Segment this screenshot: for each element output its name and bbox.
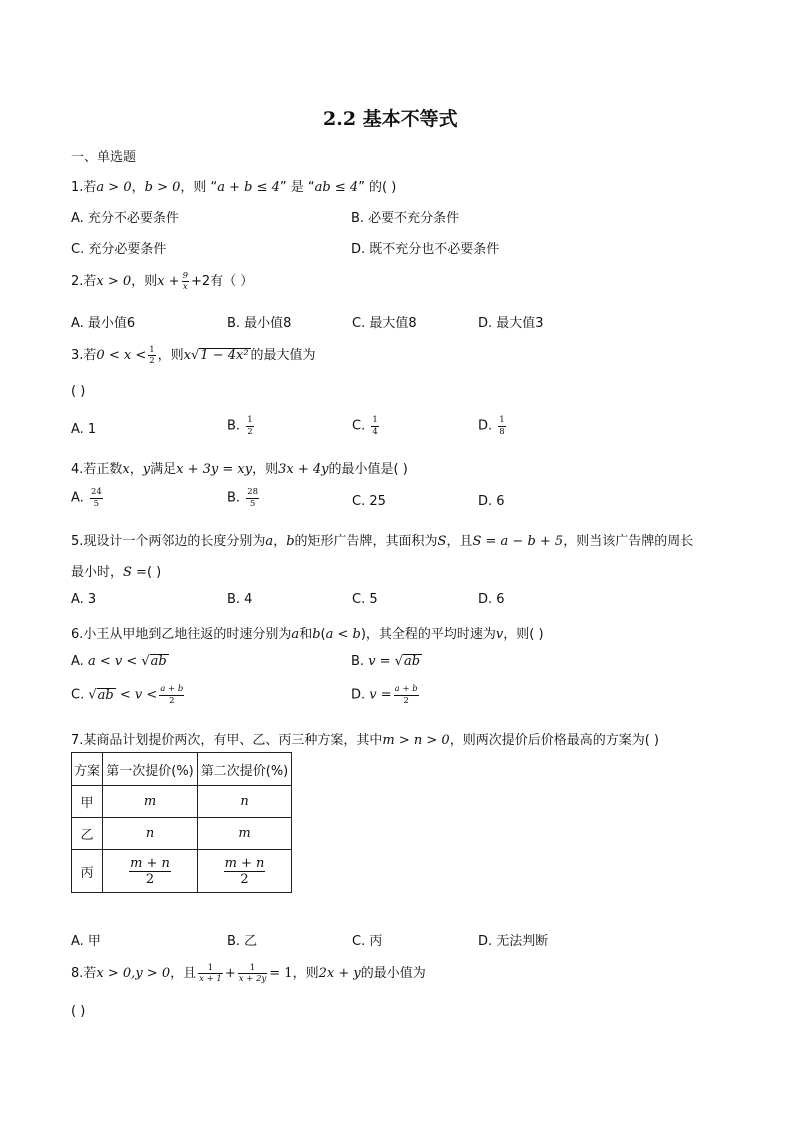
q1-option-b[interactable]: B. 必要不充分条件 xyxy=(351,211,460,226)
q3-option-d[interactable]: D. $\frac{1}{8}$ xyxy=(478,415,505,437)
table-cell: m xyxy=(198,818,292,850)
table-header-cell: 第二次提价(%) xyxy=(198,753,292,786)
q2-option-d[interactable]: D. 最大值3 xyxy=(478,316,544,331)
q7-option-c[interactable]: C. 丙 xyxy=(352,934,383,949)
q4-option-d[interactable]: D. 6 xyxy=(478,494,505,509)
q1-option-d[interactable]: D. 既不充分也不必要条件 xyxy=(351,242,500,257)
section-heading: 一、单选题 xyxy=(71,150,137,165)
q5-option-a[interactable]: A. 3 xyxy=(71,592,97,607)
table-header-cell: 第一次提价(%) xyxy=(103,753,198,786)
q5-option-b[interactable]: B. 4 xyxy=(227,592,253,607)
table-cell: m xyxy=(103,786,198,818)
question-1-stem: 1.若a > 0，b > 0，则 “a + b ≤ 4” 是 “ab ≤ 4” 的( ) xyxy=(71,180,397,195)
question-5-stem-line2: 最小时，S =( ) xyxy=(71,565,162,580)
q5-option-c[interactable]: C. 5 xyxy=(352,592,378,607)
table-header-cell: 方案 xyxy=(72,753,103,786)
q7-option-a[interactable]: A. 甲 xyxy=(71,934,101,949)
q2-option-a[interactable]: A. 最小值6 xyxy=(71,316,136,331)
table-cell-plan: 甲 xyxy=(72,786,103,818)
question-5-stem-line1: 5.现设计一个两邻边的长度分别为a，b的矩形广告牌，其面积为S，且S = a − b + 5，则当该广告牌的周长 xyxy=(71,534,694,549)
table-cell: n xyxy=(103,818,198,850)
q7-option-d[interactable]: D. 无法判断 xyxy=(478,934,549,949)
table-cell-plan: 丙 xyxy=(72,850,103,893)
q7-option-b[interactable]: B. 乙 xyxy=(227,934,258,949)
table-row xyxy=(72,818,292,850)
table-row xyxy=(72,850,292,893)
table-row xyxy=(72,786,292,818)
table-cell-plan: 乙 xyxy=(72,818,103,850)
q6-option-a[interactable]: A. a < v < √ab xyxy=(71,654,167,669)
q4-option-a[interactable]: A. $\frac{24}{5}$ xyxy=(71,487,102,509)
q4-option-c[interactable]: C. 25 xyxy=(352,494,386,509)
q1-option-a[interactable]: A. 充分不必要条件 xyxy=(71,211,179,226)
table-cell: n xyxy=(198,786,292,818)
question-6-stem: 6.小王从甲地到乙地往返的时速分别为a和b(a < b)，其全程的平均时速为v，则( ) xyxy=(71,627,544,642)
table-cell: $\frac{m + n}{2}$ xyxy=(103,850,198,893)
q8-paren: ( ) xyxy=(71,1004,86,1019)
q3-option-c[interactable]: C. $\frac{1}{4}$ xyxy=(352,415,378,437)
question-2-stem: 2.若x > 0，则x + $\frac{9}{x}$ +2有（ ） xyxy=(71,270,254,292)
page-title: 2.2 基本不等式 xyxy=(323,108,458,130)
radical: 1 − 4x² xyxy=(200,348,249,363)
question-8-stem: 8.若x > 0,y > 0，且 $\frac{1}{x + 1}$ + $\frac{1}{x + 2y}$ = 1，则2x + y的最小值为 xyxy=(71,962,426,984)
q2-option-c[interactable]: C. 最大值8 xyxy=(352,316,417,331)
q3-option-a[interactable]: A. 1 xyxy=(71,422,97,437)
question-4-stem: 4.若正数x，y满足x + 3y = xy，则3x + 4y的最小值是( ) xyxy=(71,462,408,477)
fraction: $\frac{9}{x}$ xyxy=(182,270,188,292)
q6-option-d[interactable]: D. v = $\frac{a + b}{2}$ xyxy=(351,684,418,706)
q3-option-b[interactable]: B. $\frac{1}{2}$ xyxy=(227,415,253,437)
q4-option-b[interactable]: B. $\frac{28}{5}$ xyxy=(227,487,259,509)
question-3-stem: 3.若0 < x < $\frac{1}{2}$ ，则x√1 − 4x² 的最大值为 xyxy=(71,344,316,366)
q3-paren: ( ) xyxy=(71,384,86,399)
table-header-row xyxy=(72,753,292,786)
q6-option-c[interactable]: C. √ab < v < $\frac{a + b}{2}$ xyxy=(71,684,184,706)
table-cell: $\frac{m + n}{2}$ xyxy=(198,850,292,893)
q2-option-b[interactable]: B. 最小值8 xyxy=(227,316,292,331)
q5-option-d[interactable]: D. 6 xyxy=(478,592,505,607)
question-7-stem: 7.某商品计划提价两次，有甲、乙、丙三种方案，其中m > n > 0，则两次提价后价格最高的方案为( ) xyxy=(71,733,659,748)
q6-option-b[interactable]: B. v = √ab xyxy=(351,654,421,669)
q1-option-c[interactable]: C. 充分必要条件 xyxy=(71,242,167,257)
pricing-plan-table xyxy=(71,752,292,893)
